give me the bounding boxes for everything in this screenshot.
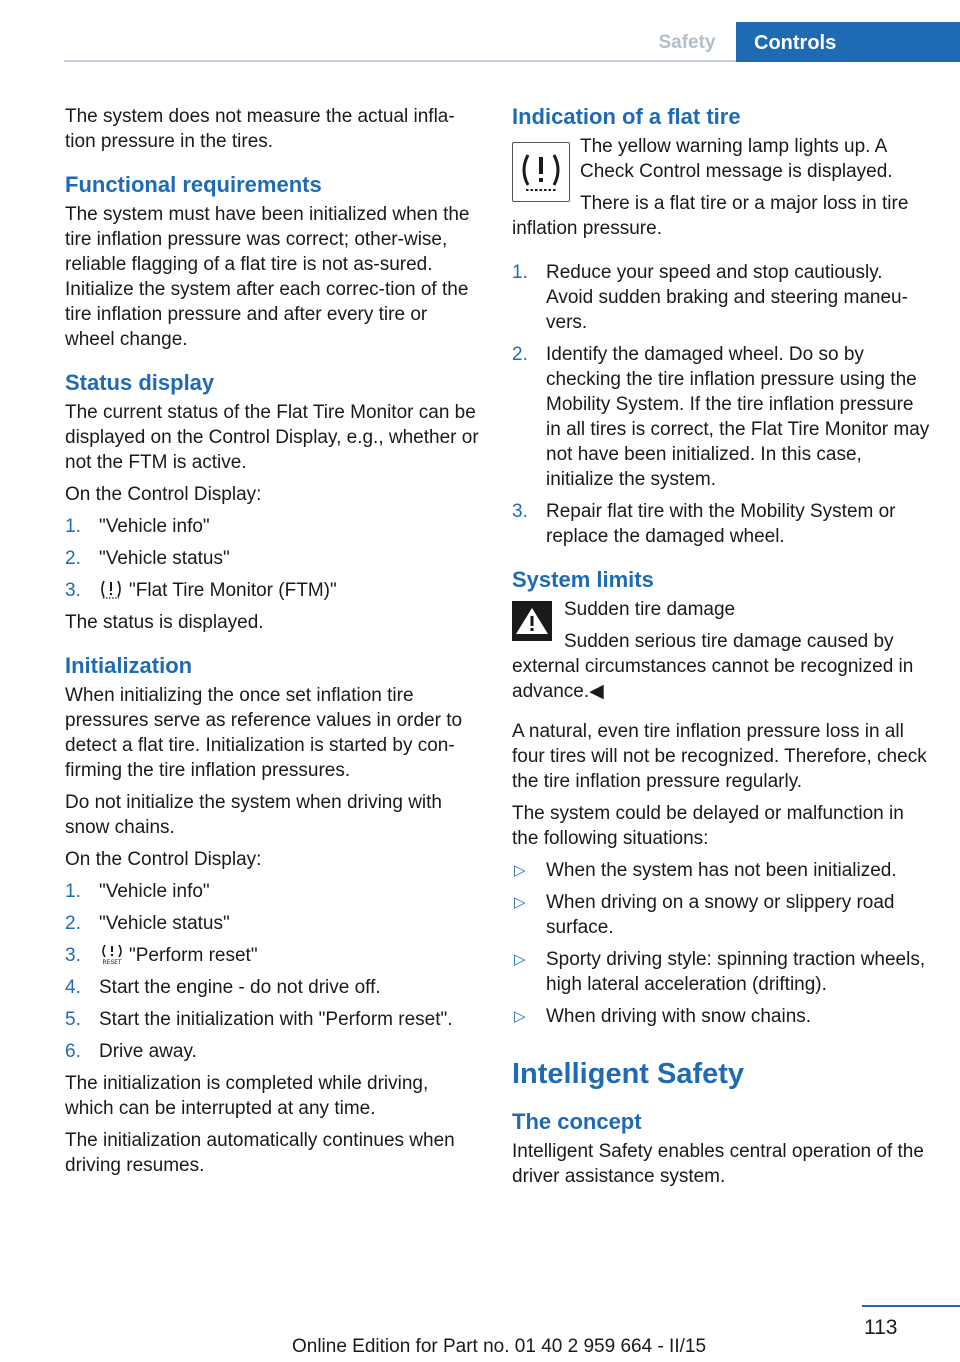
step-number: 1. — [512, 262, 528, 283]
flat-tire-warning-icon — [512, 142, 570, 202]
limit-text: When driving on a snowy or slippery road surface. — [546, 892, 895, 938]
status-steps-list — [65, 514, 479, 603]
limit-text: When driving with snow chains. — [546, 1006, 812, 1027]
initialization-heading: Initialization — [65, 653, 193, 678]
limit-text: Sporty driving style: spinning traction wheels, high lateral acceleration (drifting). — [546, 949, 926, 995]
status-display-heading: Status display — [65, 370, 215, 395]
step-number: 1. — [65, 881, 81, 902]
step-text: Identify the damaged wheel. Do so by checking the tire inflation pressure using the Mobility System. If the tire inflation pressure in all tires is correct, the Flat Tire Monitor may not have been initialized. In this case, initialize the system. — [546, 344, 930, 490]
initialization-warning: Do not initialize the system when driving with snow chains. — [65, 792, 443, 838]
init-steps-list — [65, 879, 479, 1064]
list-item — [512, 1004, 930, 1029]
init-after-1: The initialization is completed while driving, which can be interrupted at any time. — [65, 1073, 429, 1119]
concept-text: Intelligent Safety enables central operation of the driver assistance system. — [512, 1141, 924, 1187]
step-number: 6. — [65, 1041, 81, 1062]
step-text: "Vehicle status" — [99, 548, 230, 569]
list-item — [65, 975, 479, 1000]
flat-tire-icon — [99, 578, 123, 600]
step-text: "Vehicle status" — [99, 913, 230, 934]
list-item — [65, 578, 479, 603]
step-text: "Perform reset" — [129, 945, 258, 966]
init-after-2: The initialization automatically continues when driving resumes. — [65, 1130, 455, 1176]
list-item — [65, 879, 479, 904]
step-text: Start the engine - do not drive off. — [99, 977, 381, 998]
warning-heading: Sudden tire damage — [564, 599, 736, 620]
limit-text: When the system has not been initialized. — [546, 860, 897, 881]
step-text: "Vehicle info" — [99, 516, 210, 537]
step-text: Start the initialization with "Perform reset". — [99, 1009, 453, 1030]
list-item — [512, 947, 930, 997]
init-on-control-display: On the Control Display: — [65, 849, 262, 870]
step-number: 4. — [65, 977, 81, 998]
step-number: 3. — [65, 580, 81, 601]
reset-icon — [99, 943, 123, 965]
bullet-icon: ▷ — [514, 951, 526, 968]
list-item — [512, 499, 930, 549]
tab-controls[interactable]: Controls — [736, 22, 960, 62]
list-item — [65, 514, 479, 539]
reset-icon-label: RESET — [102, 959, 122, 965]
list-item — [65, 546, 479, 571]
list-item — [65, 943, 479, 968]
intro-paragraph: The system does not measure the actual infla-tion pressure in the tires. — [65, 106, 455, 152]
limits-text-1: A natural, even tire inflation pressure loss in all four tires will not be recognized. Therefore, check the tire inflation pressure regularly. — [512, 721, 927, 792]
status-result: The status is displayed. — [65, 612, 264, 633]
step-number: 2. — [65, 548, 81, 569]
step-number: 3. — [512, 501, 528, 522]
flat-tire-steps-list — [512, 260, 930, 549]
list-item — [512, 342, 930, 492]
status-on-control-display: On the Control Display: — [65, 484, 262, 505]
system-limits-heading: System limits — [512, 567, 654, 592]
limits-list — [512, 858, 930, 1029]
bullet-icon: ▷ — [514, 894, 526, 911]
list-item — [512, 858, 930, 883]
step-text: Repair flat tire with the Mobility System or replace the damaged wheel. — [546, 501, 896, 547]
edition-footer: Online Edition for Part no. 01 40 2 959 664 - II/15 — [291, 1336, 707, 1357]
flat-tire-text-1: The yellow warning lamp lights up. A Check Control message is displayed. — [580, 136, 893, 182]
step-number: 2. — [512, 344, 528, 365]
list-item — [65, 911, 479, 936]
list-item — [512, 260, 930, 335]
list-item — [65, 1007, 479, 1032]
intelligent-safety-heading: Intelligent Safety — [512, 1058, 745, 1090]
warning-text: Sudden serious tire damage caused by external circumstances cannot be recognized in advance.◀ — [512, 631, 914, 702]
warning-triangle-icon — [512, 601, 552, 641]
page-number: 113 — [864, 1316, 898, 1339]
step-text: "Flat Tire Monitor (FTM)" — [129, 580, 337, 601]
status-display-text: The current status of the Flat Tire Monitor can be displayed on the Control Display, e.g., whether or not the FTM is active. — [65, 402, 479, 473]
list-item — [512, 890, 930, 940]
list-item — [65, 1039, 479, 1064]
step-number: 1. — [65, 516, 81, 537]
left-column — [65, 104, 479, 1185]
step-text: "Vehicle info" — [99, 881, 210, 902]
limits-text-2: The system could be delayed or malfunction in the following situations: — [512, 803, 904, 849]
initialization-text: When initializing the once set inflation tire pressures serve as reference values in order to detect a flat tire. Initialization is started by con-firming the tire inflation pressures. — [65, 685, 463, 781]
step-number: 5. — [65, 1009, 81, 1030]
right-column — [512, 104, 930, 1196]
functional-requirements-heading: Functional requirements — [65, 172, 322, 197]
step-number: 3. — [65, 945, 81, 966]
tab-safety[interactable]: Safety — [658, 32, 716, 53]
bullet-icon: ▷ — [514, 862, 526, 879]
bullet-icon: ▷ — [514, 1008, 526, 1025]
step-number: 2. — [65, 913, 81, 934]
functional-requirements-text: The system must have been initialized when the tire inflation pressure was correct; other-wise, reliable flagging of a flat tire is not as-sured. Initialize the system after each correc-tion of the tire inflation pressure and after every tire or wheel change. — [65, 204, 470, 350]
concept-heading: The concept — [512, 1109, 642, 1134]
step-text: Reduce your speed and stop cautiously. Avoid sudden braking and steering maneu-vers. — [546, 262, 908, 333]
step-text: Drive away. — [99, 1041, 197, 1062]
flat-tire-text-2: There is a flat tire or a major loss in tire inflation pressure. — [512, 193, 909, 239]
flat-tire-heading: Indication of a flat tire — [512, 104, 741, 129]
page-number-rule — [862, 1305, 960, 1307]
